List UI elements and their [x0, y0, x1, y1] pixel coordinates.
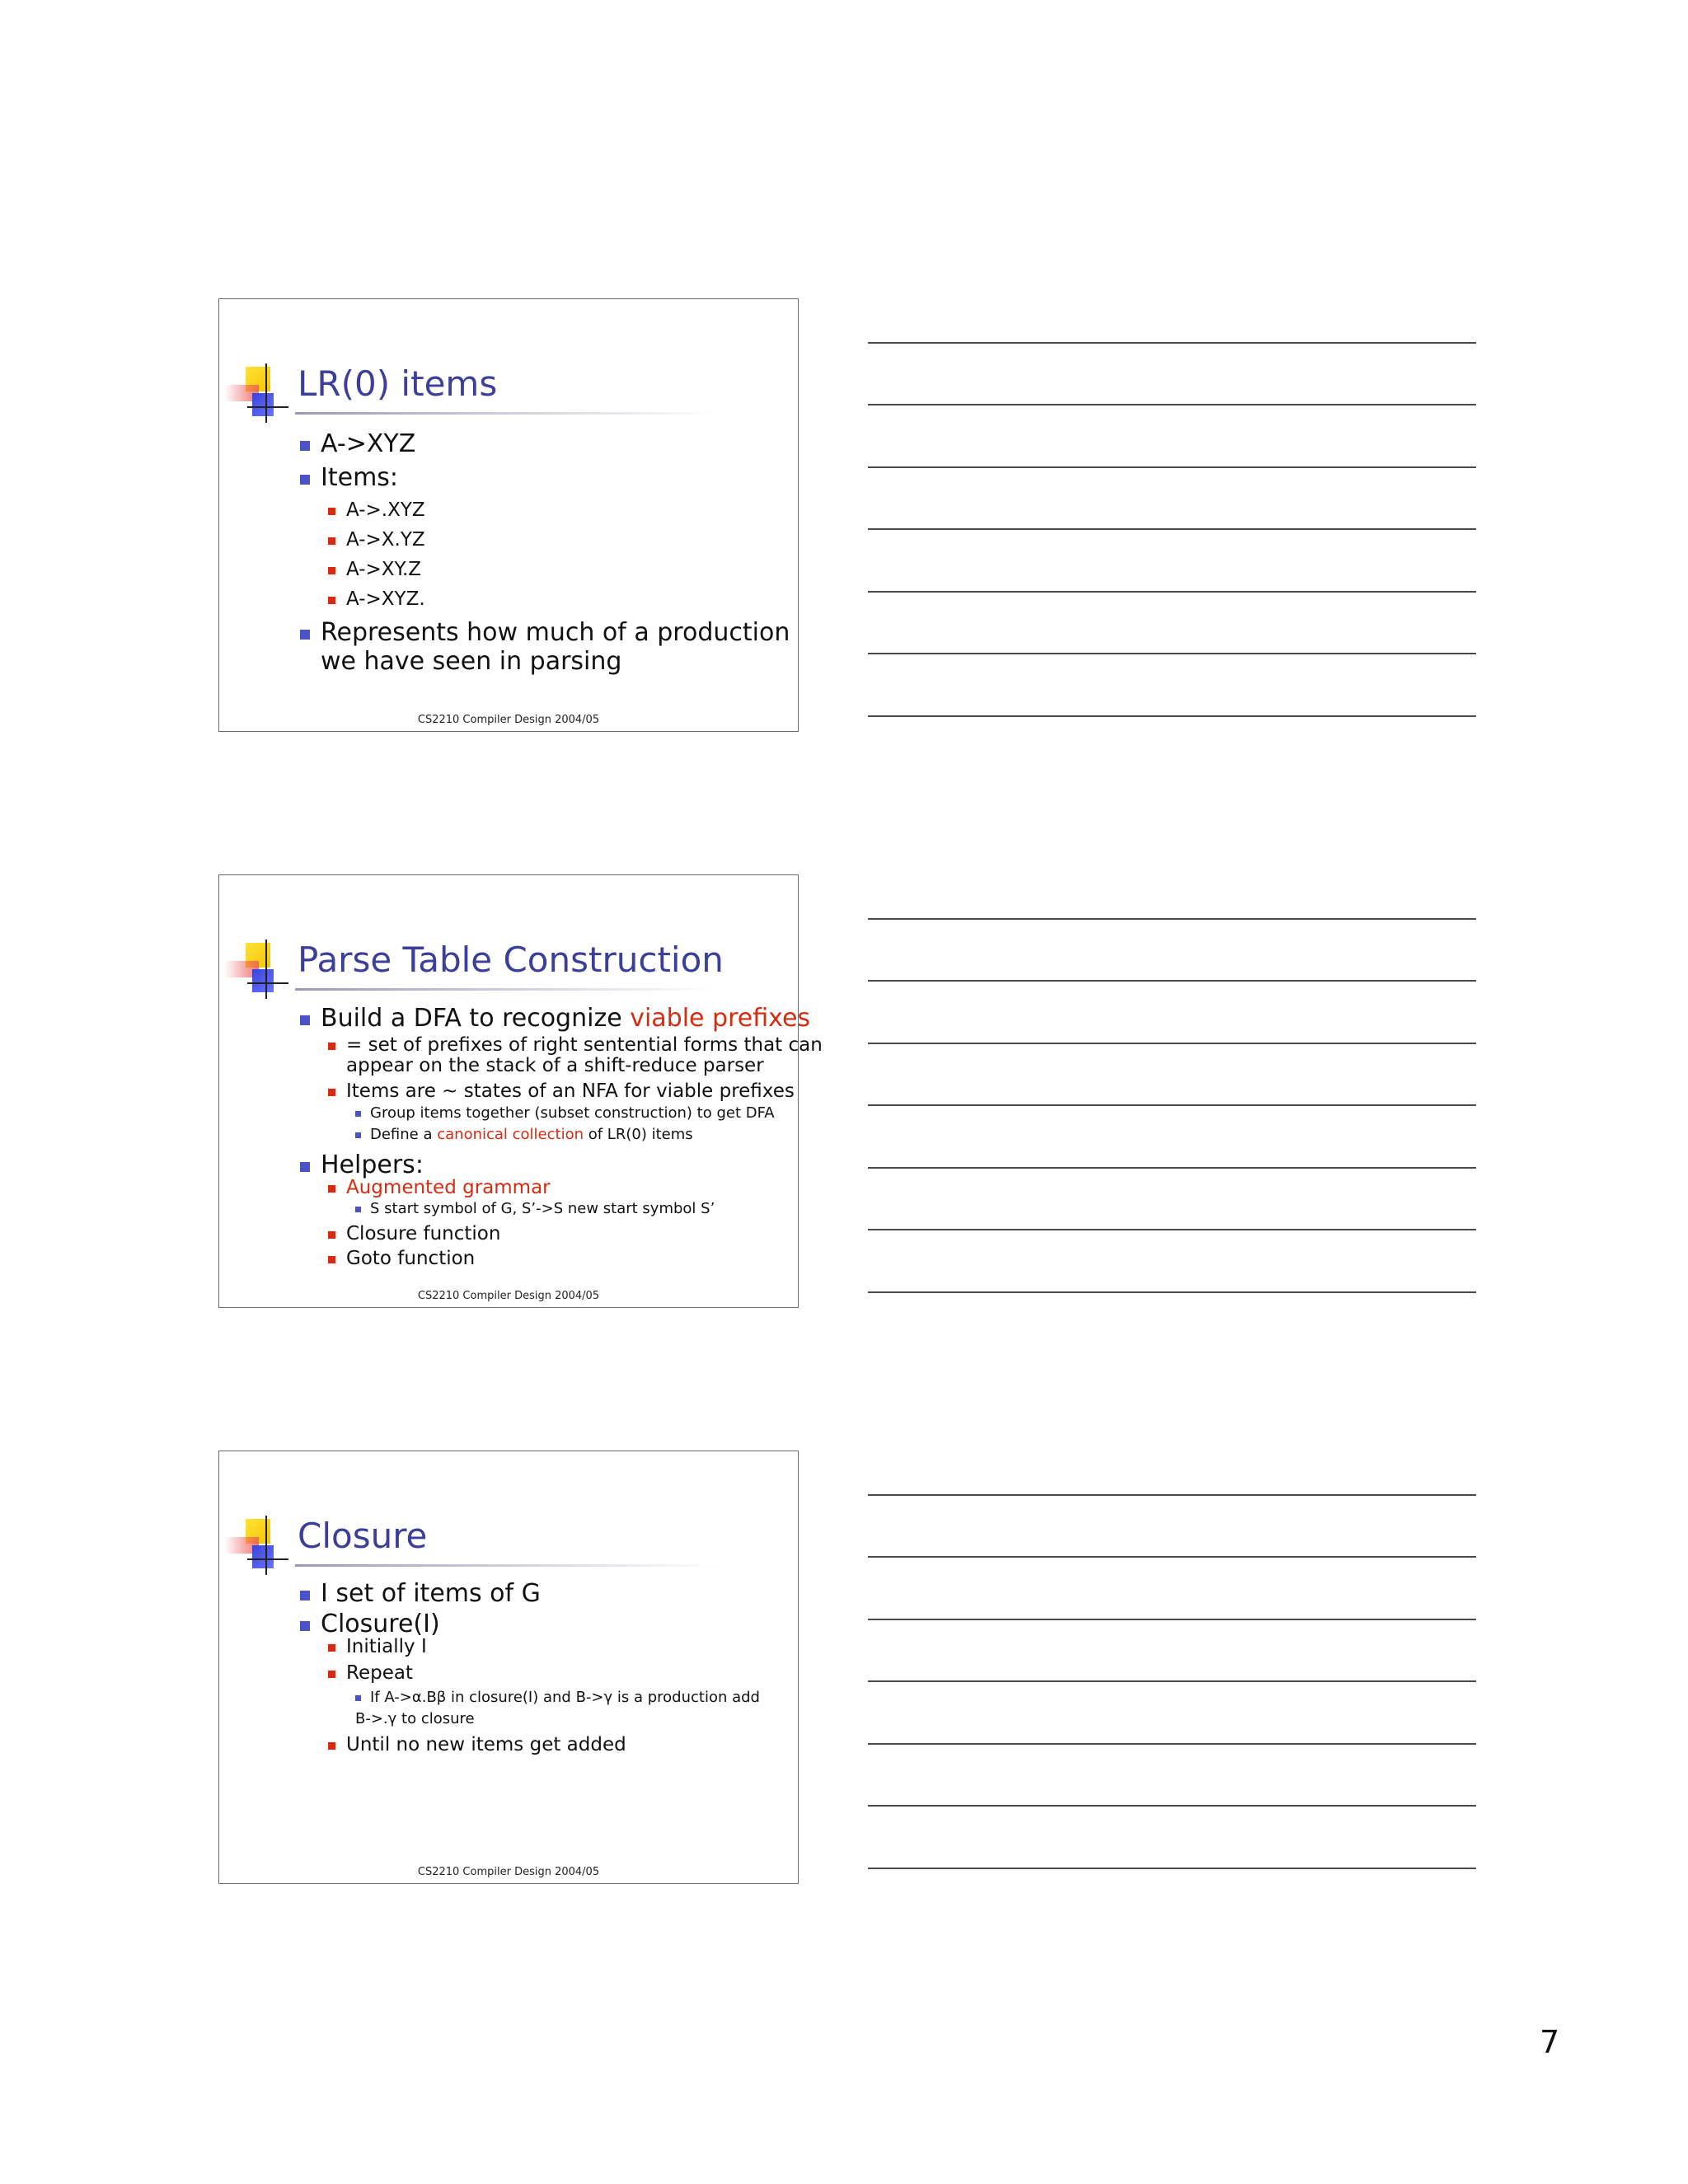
notes-line	[868, 342, 1476, 344]
bullet-text: B->.γ to closure	[355, 1710, 475, 1727]
notes-line	[868, 1104, 1476, 1106]
notes-line	[868, 1868, 1476, 1869]
bullet-item-level-2	[346, 1636, 427, 1659]
notes-line	[868, 528, 1476, 530]
bullet-text: Closure function	[346, 1223, 501, 1244]
bullet-text: A->XY.Z	[346, 559, 422, 580]
bullet-item-level-1	[321, 1004, 810, 1033]
bullet-text: A->X.YZ	[346, 529, 425, 551]
bullet-continuation	[346, 1055, 764, 1078]
bullet-item-level-2	[346, 588, 425, 612]
bullet-text: Helpers:	[321, 1151, 424, 1179]
bullet-item-level-2	[346, 1080, 795, 1104]
slide-footer: CS2210 Compiler Design 2004/05	[417, 1866, 600, 1878]
bullet-item-level-1	[321, 1610, 440, 1639]
bullet-item-level-2	[346, 1248, 475, 1271]
bullet-text: A->XYZ.	[346, 588, 425, 610]
notes-line	[868, 404, 1476, 405]
bullet-text: Closure(I)	[321, 1610, 440, 1638]
notes-line	[868, 715, 1476, 717]
bullet-item-level-2	[346, 559, 421, 582]
notes-line	[868, 1743, 1476, 1745]
bullet-text: If A->α.Bβ in closure(I) and B->γ is a production add	[370, 1689, 760, 1706]
page-number: 7	[1540, 2024, 1560, 2060]
notes-line	[868, 591, 1476, 593]
bullet-item-level-1	[321, 1151, 424, 1180]
bullet-text: Items are ~ states of an NFA for viable prefixes	[346, 1080, 795, 1102]
bullet-text: Items:	[321, 463, 399, 492]
bullet-text: Until no new items get added	[346, 1734, 626, 1755]
bullet-item-level-3	[370, 1126, 693, 1144]
bullet-text: Repeat	[346, 1662, 413, 1684]
highlighted-term: Augmented grammar	[346, 1177, 551, 1198]
bullet-continuation	[355, 1710, 475, 1728]
notes-line	[868, 1043, 1476, 1044]
bullet-text: A->.XYZ	[346, 499, 425, 521]
notes-line	[868, 980, 1476, 982]
bullet-item-level-2	[346, 1223, 500, 1246]
bullet-list	[219, 1451, 798, 1883]
slide-title: LR(0) items	[298, 363, 498, 404]
slide-title: Closure	[298, 1516, 428, 1556]
bullet-item-level-3	[370, 1689, 760, 1707]
bullet-text: Goto function	[346, 1248, 476, 1269]
bullet-text: Group items together (subset construction) to get DFA	[370, 1104, 775, 1122]
notes-line	[868, 653, 1476, 654]
notes-line	[868, 1556, 1476, 1558]
slide-footer: CS2210 Compiler Design 2004/05	[417, 714, 600, 726]
bullet-item-level-3	[370, 1104, 775, 1122]
bullet-continuation	[321, 647, 621, 677]
notes-line	[868, 918, 1476, 920]
highlighted-term: canonical collection	[437, 1126, 584, 1143]
bullet-item-level-2	[346, 499, 425, 523]
bullet-text: S start symbol of G, S’->S new start symbol S’	[370, 1200, 715, 1217]
notes-line	[868, 1619, 1476, 1620]
notes-line	[868, 1494, 1476, 1496]
bullet-text: Represents how much of a production	[321, 618, 790, 647]
bullet-item-level-2	[346, 529, 425, 552]
highlighted-term: viable prefixes	[630, 1004, 811, 1033]
bullet-item-level-1	[321, 463, 398, 493]
bullet-item-level-2	[346, 1662, 413, 1685]
bullet-text: = set of prefixes of right sentential forms that can	[346, 1034, 823, 1056]
notes-line	[868, 1167, 1476, 1169]
bullet-item-level-1	[321, 618, 790, 648]
bullet-text: appear on the stack of a shift-reduce parser	[346, 1055, 764, 1076]
slide-title: Parse Table Construction	[298, 940, 724, 980]
bullet-text: of LR(0) items	[584, 1126, 693, 1143]
notes-line	[868, 1680, 1476, 1682]
bullet-item-level-2	[346, 1177, 551, 1200]
bullet-item-level-2	[346, 1034, 823, 1057]
bullet-list	[219, 875, 823, 1307]
notes-line	[868, 466, 1476, 468]
bullet-text: we have seen in parsing	[321, 647, 622, 676]
slide-3	[218, 1451, 799, 1884]
bullet-text: I set of items of G	[321, 1579, 541, 1608]
bullet-item-level-1	[321, 1579, 541, 1609]
bullet-item-level-3	[370, 1200, 715, 1218]
bullet-list	[219, 299, 798, 731]
slide-2	[218, 874, 823, 1308]
slide-footer: CS2210 Compiler Design 2004/05	[417, 1290, 600, 1302]
notes-line	[868, 1805, 1476, 1807]
slide-1	[218, 298, 799, 732]
bullet-text: Build a DFA to recognize	[321, 1004, 631, 1033]
notes-line	[868, 1229, 1476, 1230]
bullet-item-level-1	[321, 429, 415, 459]
bullet-text: Define a	[370, 1126, 438, 1143]
bullet-item-level-2	[346, 1734, 626, 1757]
bullet-text: A->XYZ	[321, 429, 416, 458]
bullet-text: Initially I	[346, 1636, 427, 1657]
notes-line	[868, 1291, 1476, 1293]
